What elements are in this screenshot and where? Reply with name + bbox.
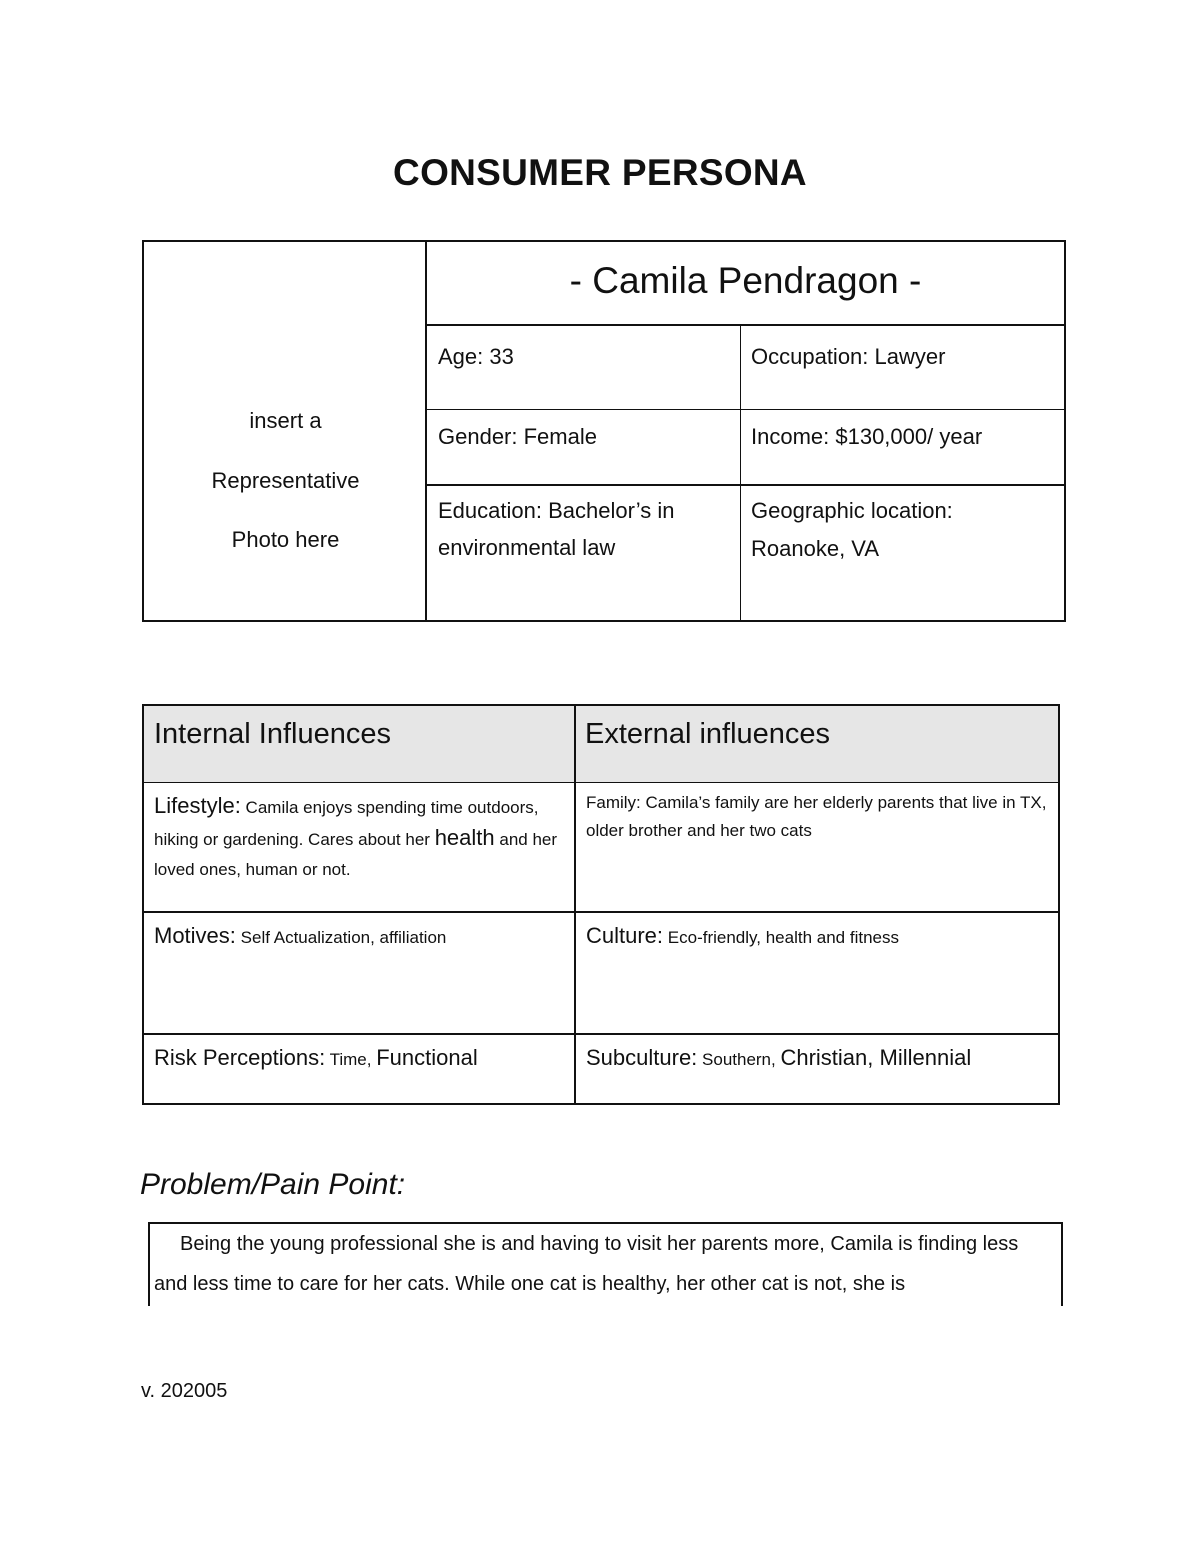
lifestyle-cell bbox=[144, 783, 574, 885]
family-text: Camila’s family are her elderly parents that live in TX, older brother and her two cats bbox=[586, 793, 1047, 840]
gender-field: Gender: Female bbox=[438, 424, 597, 449]
culture-text: Eco-friendly, health and fitness bbox=[663, 928, 899, 947]
family-cell bbox=[576, 783, 1058, 845]
risk-perceptions-text: Time, bbox=[325, 1050, 377, 1069]
lifestyle-label: Lifestyle: bbox=[154, 793, 241, 818]
external-influences-header: External influences bbox=[575, 706, 1058, 782]
subculture-cell bbox=[576, 1035, 1058, 1075]
persona-name: - Camila Pendragon - bbox=[427, 242, 1064, 326]
motives-text: Self Actualization, affiliation bbox=[235, 928, 447, 947]
occupation-field: Occupation: Lawyer bbox=[751, 344, 946, 369]
income-field: Income: $130,000/ year bbox=[751, 424, 983, 449]
risk-perceptions-emphasis: Functional bbox=[376, 1045, 478, 1070]
culture-label: Culture: bbox=[586, 923, 664, 948]
problem-text-box[interactable] bbox=[148, 1222, 1063, 1306]
culture-cell bbox=[576, 913, 1058, 953]
age-field: Age: 33 bbox=[438, 344, 514, 369]
page-title: CONSUMER PERSONA bbox=[393, 152, 807, 193]
risk-perceptions-cell bbox=[144, 1035, 574, 1075]
family-label: Family: bbox=[586, 793, 641, 812]
persona-profile-table bbox=[142, 240, 1066, 622]
location-field bbox=[740, 486, 1064, 568]
photo-placeholder-line: Representative bbox=[211, 468, 360, 493]
subculture-label: Subculture: bbox=[586, 1045, 698, 1070]
lifestyle-text: Camila enjoys spending time outdoors, hiking or gardening. Cares about her bbox=[154, 798, 539, 849]
location-label: Geographic location: bbox=[751, 498, 953, 523]
version-label: v. 202005 bbox=[141, 1380, 228, 1402]
location-value: Roanoke, VA bbox=[751, 536, 880, 561]
motives-label: Motives: bbox=[154, 923, 236, 948]
lifestyle-text-end: and her loved ones, human or not. bbox=[154, 830, 558, 879]
risk-perceptions-label: Risk Perceptions: bbox=[154, 1045, 326, 1070]
subculture-emphasis: Christian, Millennial bbox=[780, 1045, 972, 1070]
lifestyle-emphasis: health bbox=[434, 825, 495, 850]
problem-text: Being the young professional she is and having to visit her parents more, Camila is finding less and less time to care for her cats. While one cat is healthy, her other cat is not, she is bbox=[154, 1233, 1019, 1295]
photo-placeholder[interactable] bbox=[144, 242, 427, 620]
photo-placeholder-line: Photo here bbox=[231, 527, 340, 552]
problem-heading: Problem/Pain Point: bbox=[140, 1168, 406, 1201]
internal-influences-header: Internal Influences bbox=[144, 706, 574, 782]
education-field: Education: Bachelor’s in environmental law bbox=[438, 498, 675, 560]
photo-placeholder-line: insert a bbox=[249, 408, 322, 433]
subculture-text: Southern, bbox=[697, 1050, 781, 1069]
influences-table bbox=[142, 704, 1060, 1105]
motives-cell bbox=[144, 913, 574, 953]
